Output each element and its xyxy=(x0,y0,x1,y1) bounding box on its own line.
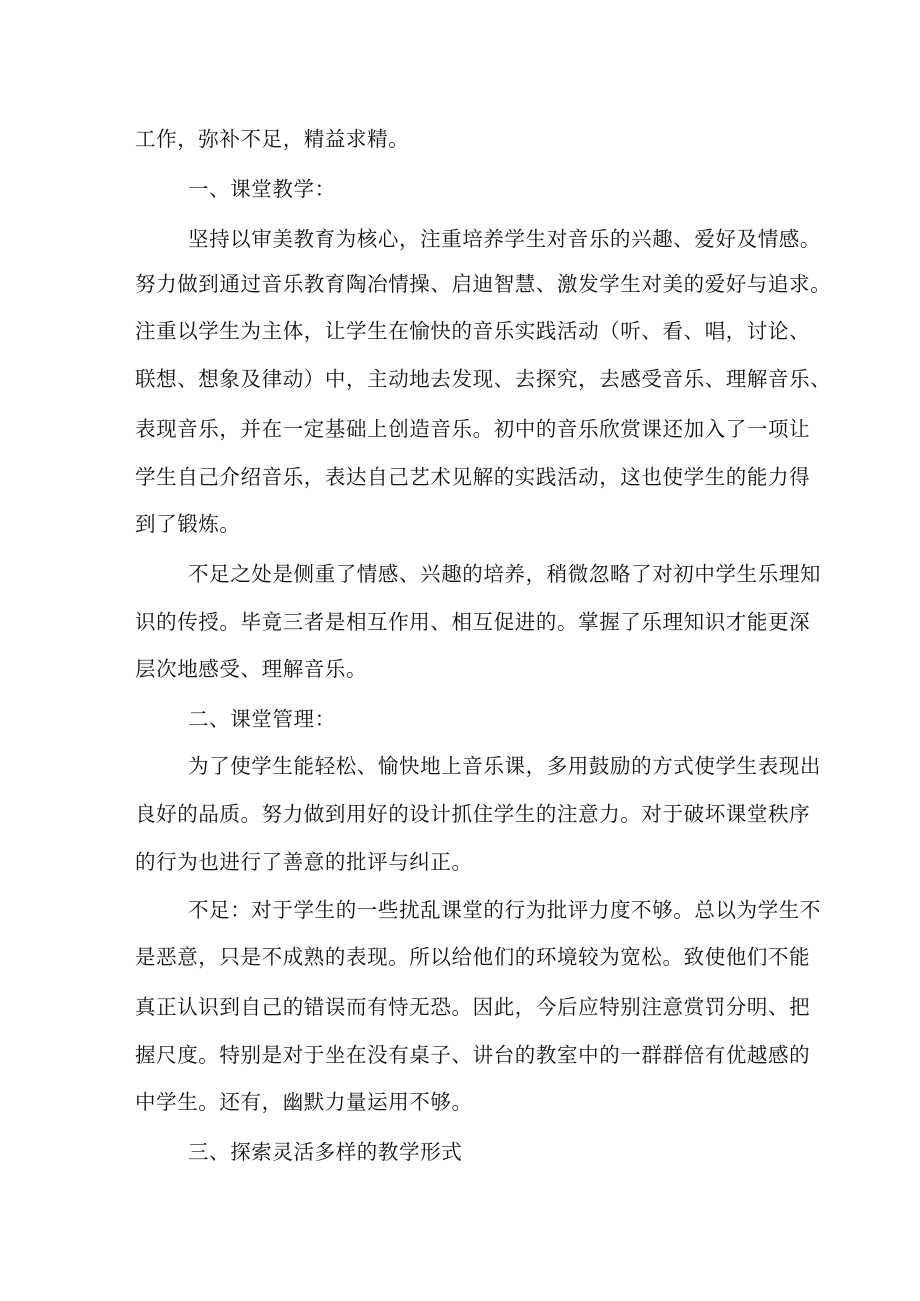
text-line: 中学生。还有，幽默力量运用不够。 xyxy=(135,1090,473,1114)
text-line: 真正认识到自己的错误而有恃无恐。因此，今后应特别注意赏罚分明、把 xyxy=(135,995,811,1019)
text-line: 为了使学生能轻松、愉快地上音乐课，多用鼓励的方式使学生表现出 xyxy=(188,754,821,778)
text-line: 不足：对于学生的一些扰乱课堂的行为批评力度不够。总以为学生不 xyxy=(188,898,821,922)
text-line: 识的传授。毕竟三者是相互作用、相互促进的。掌握了乐理知识才能更深 xyxy=(135,610,811,634)
section-heading: 一、课堂教学： xyxy=(188,177,336,201)
text-line: 的行为也进行了善意的批评与纠正。 xyxy=(135,850,473,874)
section-heading: 二、课堂管理： xyxy=(188,707,336,731)
text-line: 表现音乐，并在一定基础上创造音乐。初中的音乐欣赏课还加入了一项让 xyxy=(135,417,811,441)
text-line: 坚持以审美教育为核心，注重培养学生对音乐的兴趣、爱好及情感。 xyxy=(188,227,821,251)
text-line: 努力做到通过音乐教育陶冶情操、启迪智慧、激发学生对美的爱好与追求。 xyxy=(135,272,832,296)
text-line: 良好的品质。努力做到用好的设计抓住学生的注意力。对于破坏课堂秩序 xyxy=(135,802,811,826)
text-line: 层次地感受、理解音乐。 xyxy=(135,657,368,681)
text-line: 握尺度。特别是对于坐在没有桌子、讲台的教室中的一群群倍有优越感的 xyxy=(135,1043,811,1067)
text-line: 到了锻炼。 xyxy=(135,512,241,536)
text-line: 工作，弥补不足，精益求精。 xyxy=(135,127,410,151)
text-line: 联想、想象及律动）中，主动地去发现、去探究，去感受音乐、理解音乐、 xyxy=(135,367,832,391)
text-line: 不足之处是侧重了情感、兴趣的培养，稍微忽略了对初中学生乐理知 xyxy=(188,562,821,586)
text-line: 注重以学生为主体，让学生在愉快的音乐实践活动（听、看、唱，讨论、 xyxy=(135,319,811,343)
text-line: 学生自己介绍音乐，表达自己艺术见解的实践活动，这也使学生的能力得 xyxy=(135,465,811,489)
section-heading: 三、探索灵活多样的教学形式 xyxy=(188,1140,463,1164)
text-line: 是恶意，只是不成熟的表现。所以给他们的环境较为宽松。致使他们不能 xyxy=(135,945,811,969)
